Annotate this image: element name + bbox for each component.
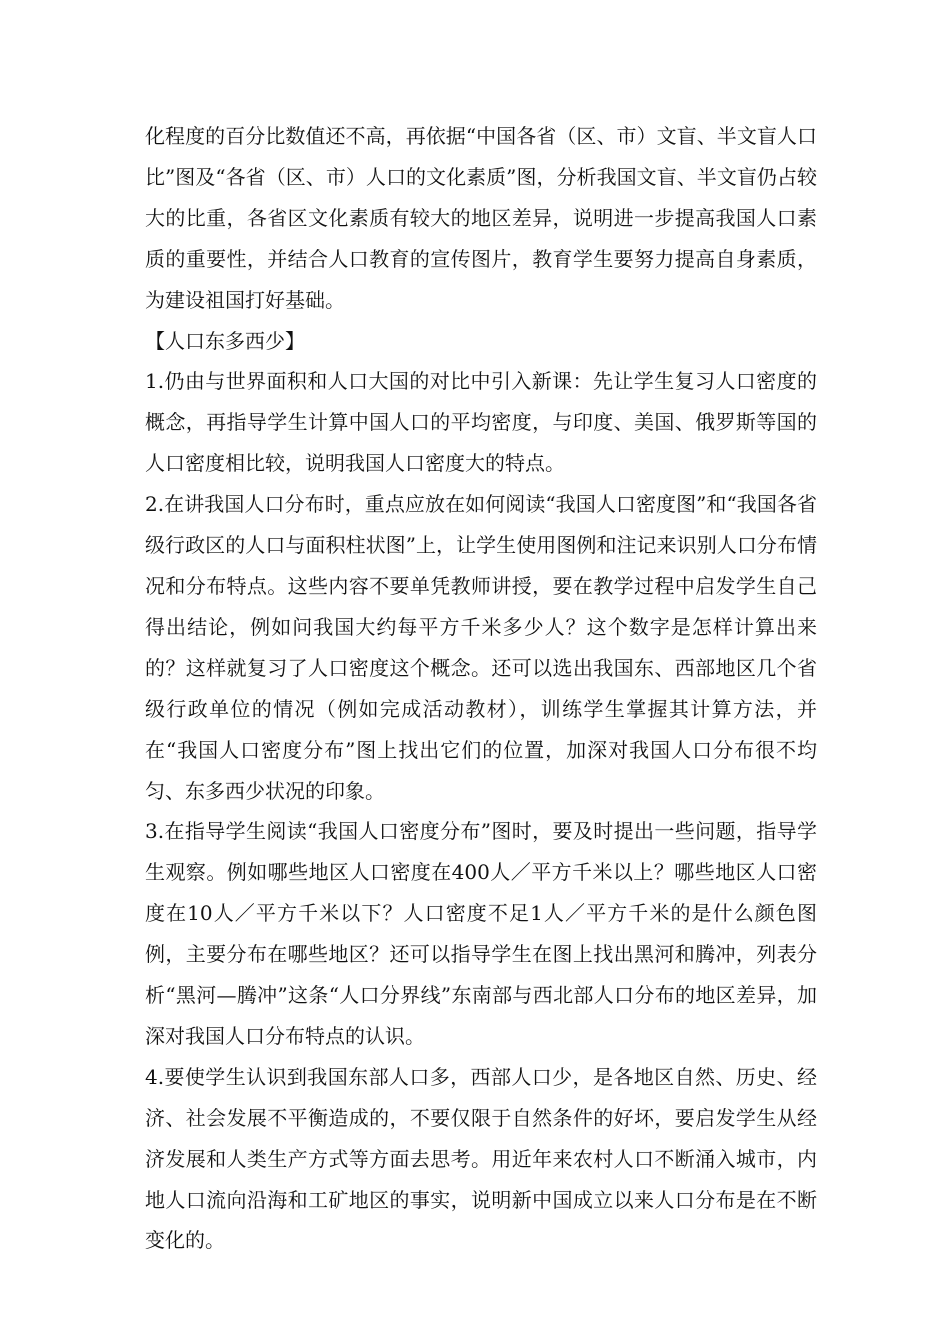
paragraph-3: 3.在指导学生阅读“我国人口密度分布”图时，要及时提出一些问题，指导学生观察。例如哪些地区人口密度在400人／平方千米以上？哪些地区人口密度在10人／平方千米以下？人口密度不足1人／平方千米的是什么颜色图例，主要分布在哪些地区？还可以指导学生在图上找出黑河和腾冲，列表分析“黑河—腾冲”这条“人口分界线”东南部与西北部人口分布的地区差异，加深对我国人口分布特点的认识。 bbox=[145, 819, 817, 1048]
paragraph-1: 1.仍由与世界面积和人口大国的对比中引入新课：先让学生复习人口密度的概念，再指导学生计算中国人口的平均密度，与印度、美国、俄罗斯等国的人口密度相比较，说明我国人口密度大的特点。 bbox=[145, 369, 817, 476]
paragraph-4: 4.要使学生认识到我国东部人口多，西部人口少，是各地区自然、历史、经济、社会发展不平衡造成的，不要仅限于自然条件的好坏，要启发学生从经济发展和人类生产方式等方面去思考。用近年来农村人口不断涌入城市，内地人口流向沿海和工矿地区的事实，说明新中国成立以来人口分布是在不断变化的。 bbox=[145, 1064, 817, 1253]
document-body bbox=[145, 116, 817, 1261]
paragraph-continuation: 化程度的百分比数值还不高，再依据“中国各省（区、市）文盲、半文盲人口比”图及“各省（区、市）人口的文化素质”图，分析我国文盲、半文盲仍占较大的比重，各省区文化素质有较大的地区差异，说明进一步提高我国人口素质的重要性，并结合人口教育的宣传图片，教育学生要努力提高自身素质，为建设祖国打好基础。 bbox=[145, 124, 817, 312]
paragraph-2: 2.在讲我国人口分布时，重点应放在如何阅读“我国人口密度图”和“我国各省级行政区的人口与面积柱状图”上，让学生使用图例和注记来识别人口分布情况和分布特点。这些内容不要单凭教师讲授，要在教学过程中启发学生自己得出结论，例如问我国大约每平方千米多少人？这个数字是怎样计算出来的？这样就复习了人口密度这个概念。还可以选出我国东、西部地区几个省级行政单位的情况（例如完成活动教材），训练学生掌握其计算方法，并在“我国人口密度分布”图上找出它们的位置，加深对我国人口分布很不均匀、东多西少状况的印象。 bbox=[145, 492, 817, 803]
section-heading: 【人口东多西少】 bbox=[145, 328, 305, 353]
